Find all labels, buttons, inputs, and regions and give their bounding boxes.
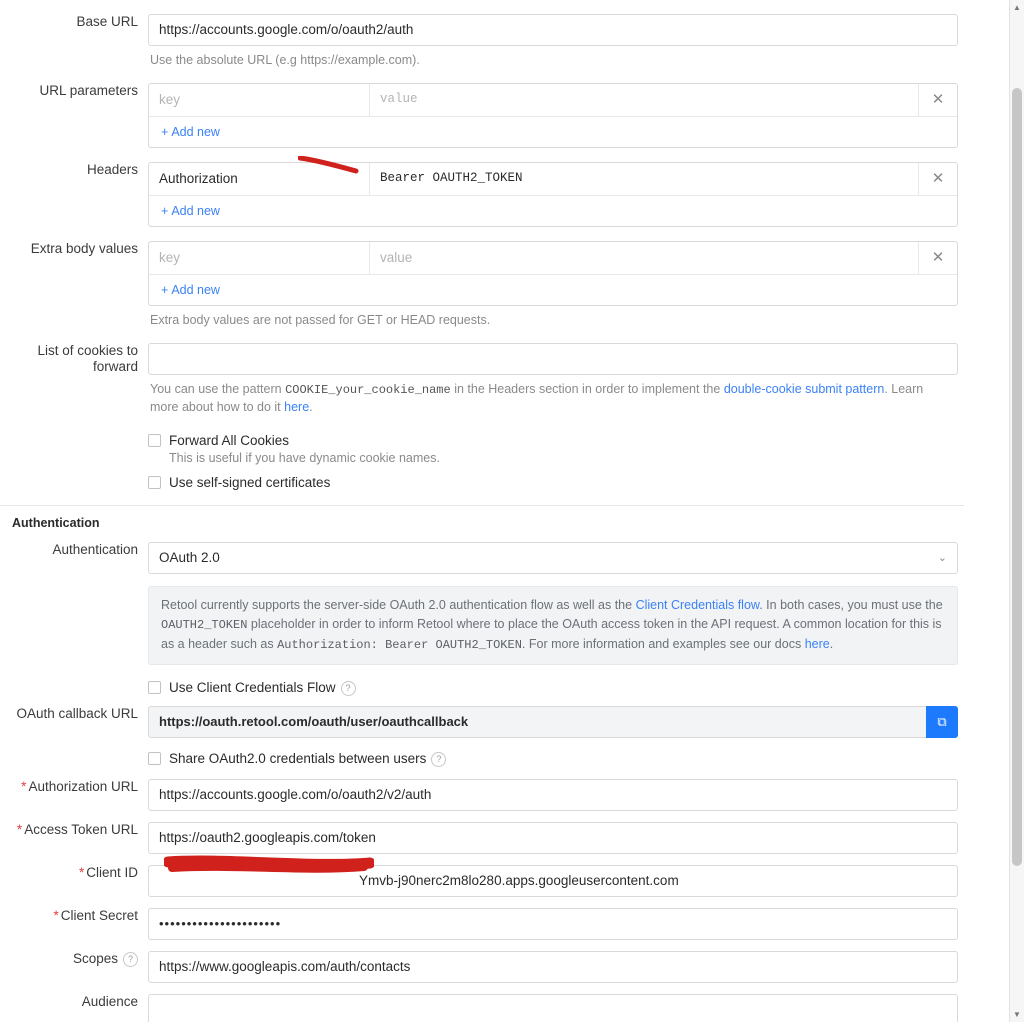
self-signed-certificates-label: Use self-signed certificates: [169, 475, 331, 490]
table-row: [149, 163, 957, 196]
share-credentials-label-wrap: [169, 750, 446, 767]
oauth-info-here-link[interactable]: here: [804, 637, 830, 651]
required-asterisk: *: [21, 779, 27, 794]
authentication-section-title: Authentication: [12, 516, 100, 530]
cookies-to-forward-input[interactable]: [148, 343, 958, 375]
base-url-label: Base URL: [76, 14, 138, 29]
delete-row-icon[interactable]: ✕: [918, 84, 957, 116]
share-credentials-label: Share OAuth2.0 credentials between users: [169, 751, 427, 766]
headers-label: Headers: [86, 162, 138, 177]
cookies-help-part4: .: [309, 400, 313, 414]
field-access-token-url: [0, 822, 980, 854]
client-id-label-text: Client ID: [86, 865, 138, 880]
oauth-callback-url-input[interactable]: https://oauth.retool.com/oauth/user/oauthcallback: [148, 706, 958, 738]
client-id-value: Ymvb-j90nerc2m8lo280.apps.googleusercontent.com: [359, 873, 679, 888]
plus-icon: +: [161, 204, 169, 218]
share-credentials-row[interactable]: [148, 750, 980, 767]
oauth-info-code2: Authorization: Bearer OAUTH2_TOKEN: [277, 638, 522, 652]
base-url-help: Use the absolute URL (e.g https://example.com).: [150, 53, 420, 67]
authorization-url-label-text: Authorization URL: [28, 779, 138, 794]
headers-table: [148, 162, 958, 227]
extra-body-key-input[interactable]: key: [149, 242, 370, 274]
access-token-url-label-text: Access Token URL: [24, 822, 138, 837]
url-parameter-key-input[interactable]: key: [149, 84, 370, 116]
client-id-input[interactable]: [148, 865, 958, 897]
field-share-credentials: [0, 748, 980, 767]
header-value-input[interactable]: Bearer OAUTH2_TOKEN: [380, 171, 523, 185]
extra-body-values-label: Extra body values: [30, 241, 138, 256]
field-authorization-url: [0, 779, 980, 811]
field-cookies-to-forward: [0, 343, 980, 416]
authorization-url-label: [0, 779, 148, 795]
plus-icon: +: [161, 283, 169, 297]
cookies-help-part2: in the Headers section in order to implement the: [454, 382, 721, 396]
client-credentials-flow-link[interactable]: Client Credentials flow: [635, 598, 760, 612]
share-credentials-checkbox[interactable]: [148, 752, 161, 765]
oauth-info-code1: OAUTH2_TOKEN: [161, 618, 248, 632]
field-client-secret: [0, 908, 980, 940]
forward-all-cookies-sub: This is useful if you have dynamic cookie names.: [169, 451, 440, 465]
cookies-to-forward-help: [150, 381, 950, 416]
field-extra-body-values: [0, 241, 980, 329]
field-url-parameters: [0, 83, 980, 148]
client-credentials-flow-checkbox[interactable]: [148, 681, 161, 694]
client-credentials-flow-row[interactable]: [148, 679, 980, 696]
client-secret-label: [0, 908, 148, 924]
chevron-down-icon: ⌄: [937, 552, 947, 564]
cookies-help-part1: You can use the pattern: [150, 382, 282, 396]
extra-body-values-add-new-label: Add new: [171, 283, 220, 297]
base-url-input[interactable]: https://accounts.google.com/o/oauth2/auth: [148, 14, 958, 46]
extra-body-values-help: Extra body values are not passed for GET or HEAD requests.: [150, 313, 491, 327]
audience-input[interactable]: [148, 994, 958, 1022]
required-asterisk: *: [53, 908, 59, 923]
copy-icon[interactable]: ⧉: [926, 706, 958, 738]
client-credentials-flow-label-wrap: [169, 679, 356, 696]
field-oauth-callback-url: [0, 706, 980, 738]
help-icon[interactable]: ?: [341, 681, 356, 696]
required-asterisk: *: [78, 865, 85, 880]
field-authentication: [0, 542, 980, 574]
double-cookie-submit-pattern-link[interactable]: double-cookie submit pattern: [723, 382, 885, 396]
self-signed-certificates-row[interactable]: [148, 474, 980, 491]
forward-all-cookies-checkbox[interactable]: [148, 434, 161, 447]
authorization-url-input[interactable]: https://accounts.google.com/o/oauth2/v2/auth: [148, 779, 958, 811]
oauth-info-part4: . For more information and examples see our docs: [521, 637, 802, 651]
oauth-info-part2: . In both cases, you must use the: [759, 598, 943, 612]
oauth-callback-url-wrap: [148, 706, 958, 738]
extra-body-value-input[interactable]: value: [380, 250, 413, 265]
oauth-info-part1: Retool currently supports the server-side OAuth 2.0 authentication flow as well as the: [161, 598, 633, 612]
cookies-to-forward-label: List of cookies to forward: [37, 343, 138, 374]
client-id-label: [0, 865, 148, 881]
vertical-scrollbar[interactable]: [1009, 0, 1024, 1022]
access-token-url-label: [0, 822, 148, 838]
oauth-info-part3: placeholder in order to inform Retool where to place the OAuth access token in the API request. A common location for this is as a header such as: [161, 617, 942, 651]
oauth-info-box: [148, 586, 958, 665]
headers-add-new-button[interactable]: [149, 196, 957, 226]
field-audience: [0, 994, 980, 1022]
table-row: [149, 242, 957, 275]
client-credentials-flow-label: Use Client Credentials Flow: [169, 680, 336, 695]
extra-body-values-add-new-button[interactable]: [149, 275, 957, 305]
field-scopes: [0, 951, 980, 983]
oauth-callback-url-label: OAuth callback URL: [16, 706, 138, 721]
url-parameters-add-new-button[interactable]: [149, 117, 957, 147]
url-parameters-add-new-label: Add new: [171, 125, 220, 139]
scopes-input[interactable]: https://www.googleapis.com/auth/contacts: [148, 951, 958, 983]
scopes-label-text: Scopes: [72, 951, 118, 966]
scopes-label: [0, 951, 148, 967]
oauth-info-part5: .: [829, 637, 834, 651]
authentication-selected-value: OAuth 2.0: [159, 550, 220, 565]
field-headers: [0, 162, 980, 227]
authentication-select[interactable]: [148, 542, 958, 574]
scroll-down-icon[interactable]: ▼: [1013, 1010, 1021, 1019]
client-secret-input[interactable]: ••••••••••••••••••••••: [148, 908, 958, 940]
forward-all-cookies-row[interactable]: [148, 432, 980, 449]
client-secret-label-text: Client Secret: [60, 908, 138, 923]
delete-row-icon[interactable]: ✕: [918, 163, 957, 195]
extra-body-values-table: [148, 241, 958, 306]
scroll-up-icon[interactable]: ▲: [1013, 3, 1021, 12]
cookies-help-part3: . Learn more about how to do it: [150, 382, 924, 414]
table-row: [149, 84, 957, 117]
header-key-input[interactable]: Authorization: [149, 163, 370, 195]
url-parameter-value-input[interactable]: value: [380, 92, 418, 106]
help-icon[interactable]: ?: [123, 952, 138, 967]
required-asterisk: *: [16, 822, 23, 837]
field-base-url: [0, 14, 980, 69]
self-signed-certificates-checkbox[interactable]: [148, 476, 161, 489]
authentication-label: Authentication: [52, 542, 138, 557]
url-parameters-label: URL parameters: [39, 83, 138, 98]
delete-row-icon[interactable]: ✕: [918, 242, 957, 274]
cookies-help-here-link[interactable]: here: [284, 400, 310, 414]
field-forward-all-cookies: [0, 430, 980, 491]
headers-add-new-label: Add new: [171, 204, 220, 218]
access-token-url-input[interactable]: https://oauth2.googleapis.com/token: [148, 822, 958, 854]
scrollbar-thumb[interactable]: [1012, 88, 1022, 866]
plus-icon: +: [161, 125, 169, 139]
field-client-id: [0, 865, 980, 897]
audience-label: Audience: [81, 994, 138, 1009]
cookies-help-code: COOKIE_your_cookie_name: [285, 383, 451, 397]
authentication-info-row: [0, 586, 980, 665]
field-client-credentials-flow: [0, 677, 980, 696]
url-parameters-table: [148, 83, 958, 148]
forward-all-cookies-label: Forward All Cookies: [169, 433, 290, 448]
help-icon[interactable]: ?: [431, 752, 446, 767]
